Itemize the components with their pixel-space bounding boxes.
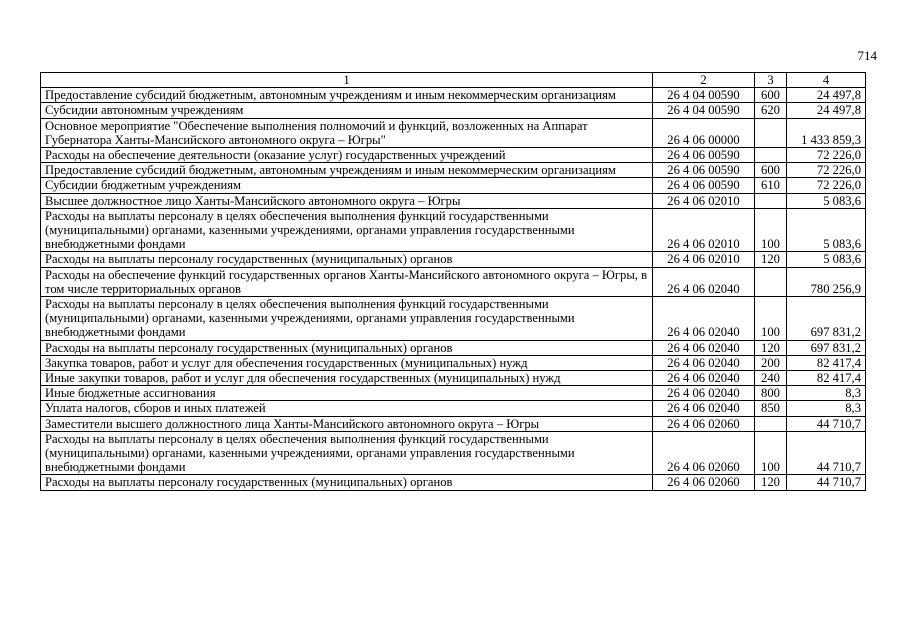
cell-code: 26 4 06 00000 bbox=[653, 118, 755, 147]
table-row bbox=[41, 148, 866, 163]
cell-amount: 44 710,7 bbox=[787, 475, 866, 490]
cell-code: 26 4 06 02040 bbox=[653, 340, 755, 355]
column-header-3: 3 bbox=[755, 73, 787, 88]
cell-code: 26 4 06 02010 bbox=[653, 208, 755, 252]
cell-name: Уплата налогов, сборов и иных платежей bbox=[41, 401, 653, 416]
table-row bbox=[41, 355, 866, 370]
cell-amount: 72 226,0 bbox=[787, 148, 866, 163]
cell-code: 26 4 06 02040 bbox=[653, 371, 755, 386]
cell-name: Иные закупки товаров, работ и услуг для обеспечения государственных (муниципальных) нужд bbox=[41, 371, 653, 386]
cell-amount: 24 497,8 bbox=[787, 103, 866, 118]
cell-expense-type: 600 bbox=[755, 163, 787, 178]
cell-code: 26 4 06 00590 bbox=[653, 148, 755, 163]
cell-amount: 1 433 859,3 bbox=[787, 118, 866, 147]
cell-name: Закупка товаров, работ и услуг для обеспечения государственных (муниципальных) нужд bbox=[41, 355, 653, 370]
cell-code: 26 4 06 00590 bbox=[653, 163, 755, 178]
cell-code: 26 4 06 02040 bbox=[653, 267, 755, 296]
cell-name: Заместители высшего должностного лица Ханты-Мансийского автономного округа – Югры bbox=[41, 416, 653, 431]
table-row bbox=[41, 163, 866, 178]
cell-expense-type: 120 bbox=[755, 475, 787, 490]
table-row bbox=[41, 88, 866, 103]
cell-name: Предоставление субсидий бюджетным, автономным учреждениям и иным некоммерческим организациям bbox=[41, 163, 653, 178]
cell-expense-type: 100 bbox=[755, 297, 787, 341]
cell-amount: 780 256,9 bbox=[787, 267, 866, 296]
cell-amount: 697 831,2 bbox=[787, 340, 866, 355]
table-row bbox=[41, 208, 866, 252]
cell-name: Расходы на выплаты персоналу государственных (муниципальных) органов bbox=[41, 475, 653, 490]
cell-code: 26 4 06 02040 bbox=[653, 386, 755, 401]
table-row bbox=[41, 252, 866, 267]
cell-expense-type: 620 bbox=[755, 103, 787, 118]
table-row bbox=[41, 401, 866, 416]
page-number: 714 bbox=[857, 48, 877, 63]
table-row bbox=[41, 297, 866, 341]
table-row bbox=[41, 267, 866, 296]
cell-name: Субсидии бюджетным учреждениям bbox=[41, 178, 653, 193]
cell-name: Предоставление субсидий бюджетным, автономным учреждениям и иным некоммерческим организациям bbox=[41, 88, 653, 103]
cell-expense-type bbox=[755, 148, 787, 163]
table-row bbox=[41, 416, 866, 431]
cell-amount: 8,3 bbox=[787, 386, 866, 401]
cell-expense-type bbox=[755, 118, 787, 147]
cell-name: Высшее должностное лицо Ханты-Мансийского автономного округа – Югры bbox=[41, 193, 653, 208]
cell-code: 26 4 04 00590 bbox=[653, 88, 755, 103]
cell-code: 26 4 06 02010 bbox=[653, 252, 755, 267]
cell-code: 26 4 06 02060 bbox=[653, 416, 755, 431]
cell-amount: 24 497,8 bbox=[787, 88, 866, 103]
cell-amount: 44 710,7 bbox=[787, 431, 866, 475]
table-row bbox=[41, 118, 866, 147]
cell-name: Расходы на обеспечение функций государственных органов Ханты-Мансийского автономного округа – Югры, в том числе территориальных органов bbox=[41, 267, 653, 296]
cell-expense-type: 610 bbox=[755, 178, 787, 193]
cell-name: Иные бюджетные ассигнования bbox=[41, 386, 653, 401]
table-row bbox=[41, 103, 866, 118]
cell-amount: 72 226,0 bbox=[787, 178, 866, 193]
cell-name: Расходы на выплаты персоналу государственных (муниципальных) органов bbox=[41, 252, 653, 267]
cell-code: 26 4 06 02010 bbox=[653, 193, 755, 208]
cell-code: 26 4 06 02060 bbox=[653, 475, 755, 490]
cell-expense-type: 120 bbox=[755, 252, 787, 267]
cell-expense-type bbox=[755, 267, 787, 296]
cell-code: 26 4 04 00590 bbox=[653, 103, 755, 118]
table-row bbox=[41, 431, 866, 475]
cell-expense-type: 240 bbox=[755, 371, 787, 386]
cell-code: 26 4 06 02040 bbox=[653, 355, 755, 370]
cell-expense-type: 800 bbox=[755, 386, 787, 401]
column-header-2: 2 bbox=[653, 73, 755, 88]
table-row bbox=[41, 340, 866, 355]
cell-name: Основное мероприятие "Обеспечение выполнения полномочий и функций, возложенных на Аппарат Губернатора Ханты-Мансийского автономного округа – Югры" bbox=[41, 118, 653, 147]
cell-name: Расходы на выплаты персоналу в целях обеспечения выполнения функций государственными (муниципальными) органами, казенными учреждениями, органами управления государственными внебюджетными фондами bbox=[41, 208, 653, 252]
cell-expense-type: 850 bbox=[755, 401, 787, 416]
cell-name: Субсидии автономным учреждениям bbox=[41, 103, 653, 118]
table-row bbox=[41, 193, 866, 208]
cell-amount: 82 417,4 bbox=[787, 371, 866, 386]
column-header-1: 1 bbox=[41, 73, 653, 88]
cell-amount: 697 831,2 bbox=[787, 297, 866, 341]
cell-expense-type: 100 bbox=[755, 208, 787, 252]
table-row bbox=[41, 178, 866, 193]
table-header-row bbox=[41, 73, 866, 88]
cell-code: 26 4 06 02040 bbox=[653, 401, 755, 416]
cell-name: Расходы на выплаты персоналу государственных (муниципальных) органов bbox=[41, 340, 653, 355]
table-body bbox=[41, 88, 866, 490]
cell-code: 26 4 06 02040 bbox=[653, 297, 755, 341]
column-header-4: 4 bbox=[787, 73, 866, 88]
cell-expense-type: 100 bbox=[755, 431, 787, 475]
cell-expense-type bbox=[755, 416, 787, 431]
cell-amount: 5 083,6 bbox=[787, 193, 866, 208]
cell-amount: 8,3 bbox=[787, 401, 866, 416]
cell-expense-type: 600 bbox=[755, 88, 787, 103]
cell-expense-type: 200 bbox=[755, 355, 787, 370]
cell-amount: 5 083,6 bbox=[787, 208, 866, 252]
cell-name: Расходы на выплаты персоналу в целях обеспечения выполнения функций государственными (муниципальными) органами, казенными учреждениями, органами управления государственными внебюджетными фондами bbox=[41, 297, 653, 341]
table-row bbox=[41, 386, 866, 401]
cell-name: Расходы на выплаты персоналу в целях обеспечения выполнения функций государственными (муниципальными) органами, казенными учреждениями, органами управления государственными внебюджетными фондами bbox=[41, 431, 653, 475]
cell-code: 26 4 06 00590 bbox=[653, 178, 755, 193]
table-row bbox=[41, 371, 866, 386]
cell-amount: 5 083,6 bbox=[787, 252, 866, 267]
cell-amount: 82 417,4 bbox=[787, 355, 866, 370]
cell-name: Расходы на обеспечение деятельности (оказание услуг) государственных учреждений bbox=[41, 148, 653, 163]
budget-table bbox=[40, 72, 866, 491]
table-row bbox=[41, 475, 866, 490]
cell-amount: 72 226,0 bbox=[787, 163, 866, 178]
cell-expense-type: 120 bbox=[755, 340, 787, 355]
cell-amount: 44 710,7 bbox=[787, 416, 866, 431]
cell-code: 26 4 06 02060 bbox=[653, 431, 755, 475]
cell-expense-type bbox=[755, 193, 787, 208]
